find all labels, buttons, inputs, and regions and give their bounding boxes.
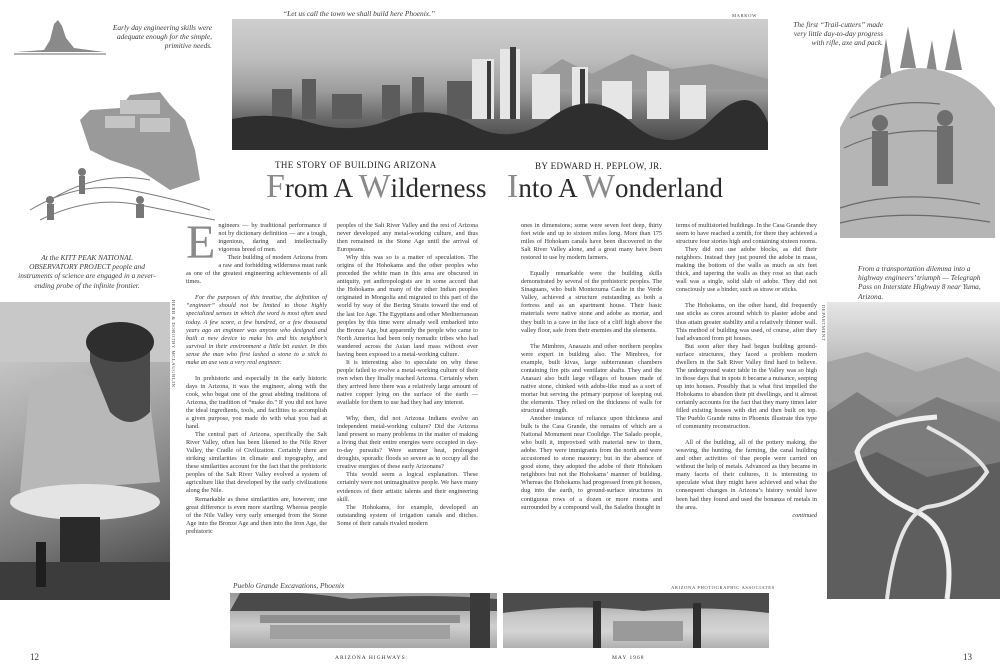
paragraph: The Hohokams, for example, developed an outstanding system of irrigation canals and ditches. Some of their canals rivaled modern	[337, 503, 478, 527]
magazine-name: ARIZONA HIGHWAYS	[335, 655, 406, 661]
caption-pueblo-grande: Pueblo Grande Excavations, Phoenix	[233, 581, 345, 590]
paragraph: Equally remarkable were the building skills demonstrated by several of the prehistoric peoples. The Sinaguans, who built Montezuma Castle in the Verde Valley, achieved a structure outstanding as both a fortress and as an apartment house. Their basic materials were native stone and adobe as mortar, and they built in a cave in the face of a cliff high above the valley floor, safe from their enemies and the elements.	[521, 270, 662, 334]
paragraph: Their building of modern Arizona from a raw and forbidding wilderness must rank as one of the greatest engineering achievements of all times.	[186, 254, 327, 286]
credit-highway-dept: DEPARTMENT	[821, 305, 826, 342]
caption-early-engineering: Early day engineering skills were adequate enough for the simple, primitive needs.	[112, 23, 212, 51]
title-left	[266, 168, 487, 206]
paragraph: The Hohokams, on the other hand, did frequently use sticks as cores around which to plaster adobe and thus attain greater stability and a relatively thinner wall. This method of building was used, of course, after they had advanced from pit houses.	[676, 302, 817, 342]
article-column-2	[337, 222, 478, 528]
article-column-3	[521, 222, 662, 512]
paragraph: In prehistoric and especially in the early historic days in Arizona, it was the engineer, along with the cook, who begat one of the great abiding traditions of Arizona, the tradition of “make do.” If you did not have the ideal ingredients, tools, and facilities to accomplish a given purpose, you made do with what you had at hand.	[186, 374, 327, 431]
paragraph: peoples of the Salt River Valley and the rest of Arizona never developed any metal-working culture, and thus then remained in the Stone Age until the arrival of Europeans.	[337, 222, 478, 254]
title-initial-w: W	[358, 168, 391, 205]
paragraph: ones in dimensions; some were seven feet deep, thirty feet wide and up to sixteen miles long. More than 175 miles of Hohokam canals have been discovered in the Salt River Valley alone, and a great many have been restored to use by modern farmers.	[521, 222, 662, 262]
paragraph: Remarkable as these similarities are, however, one great difference is even more startling. Whereas people of the Nile Valley very early emerged from the Stone Age into the Bronze Age and then into the Iron Age, the prehistoric	[186, 495, 327, 535]
paragraph: The Mimbres, Anasazis and other northern peoples were expert in building also. The Mimbres, for example, built kivas, large subterranean chambers containing fire pits and ventilator shafts. They and the Anasazi also built large villages of houses made of native stone, chinked with adobe-like mud as a sort of mortar but serving the primary purpose of keeping out the elements. They relied on the thickness of walls for structural strength.	[521, 342, 662, 414]
paragraph: For the purposes of this treatise, the definition of “engineer” should not be limited to those highly specialized senses in which the word is most often used today. A few score, a few hundred, or a few thousand years ago an engineer was anyone who designed and built a new device to make his and his neighbor’s survival in their environment a little bit easier. In this sense the man who first lashed a stone to a stick to make an axe was a very real engineer.	[186, 294, 327, 366]
paragraph: They did not use adobe blocks, as did their neighbors. Instead they just poured the adobe in mass, making the bottom of the walls as much as six feet thick, and tapering the walls as they rose so that each wall was a single, solid slab of adobe. They did not consciously use a binder, such as straw or sticks.	[676, 246, 817, 294]
title-initial-f: F	[266, 168, 285, 205]
phoenix-skyline-photo	[232, 19, 768, 150]
title-text: rom A	[284, 173, 359, 203]
article-column-1	[186, 216, 327, 536]
paragraph: terms of multistoried buildings. In the Casa Grande they seem to have reached a zenith, for there they achieved a structure four stories high and containing sixteen rooms.	[676, 222, 817, 246]
pueblo-grande-photo-right	[503, 593, 769, 648]
kitt-peak-telescope-photo	[0, 302, 170, 600]
caption-phoenix-quote: “Let us call the town we shall build here Phoenix.”	[283, 9, 436, 18]
continued-label: continued	[792, 511, 817, 519]
pueblo-grande-photo-left	[230, 593, 497, 648]
caption-trail-cutters: The first “Trail-cutters” made very little day-to-day progress with rifle, axe and pack.	[793, 20, 883, 48]
telegraph-pass-photo	[827, 302, 1000, 599]
paragraph: Another instance of reliance upon thickness and bulk is the Casa Grande, the remains of which are a National Monument near Coolidge. The Salado people, who built it, improvised with material new to them, adobe. They were immigrants from the north and were accustomed to stone masonry; but in the absence of good stone, they adopted the adobe of their Hohokam neighbors but not the Hohokams’ manner of building. Whereas the Hohokams had progressed from pit houses, dug into the earth, to ground-surface structures in contiguous rows of a dozen or more rooms and surrounded by a compound wall, the Salados thought in	[521, 415, 662, 511]
paragraph: But soon after they had begun building ground-surface structures, they faced a problem modern dwellers in the Salt River Valley find hard to believe. The underground water table in the Valley was so high in those days that in spots it became a nuisance, seeping up into houses. Possibly that is what first impelled the Hohokams to abandon their pit dwellings, and it almost certainly accounts for the fact that they many times later filled existing houses with dirt and then built on top. The Pueblo Grande ruins in Phoenix illustrate this type of community reconstruction.	[676, 342, 817, 431]
title-right	[507, 168, 723, 206]
paragraph: It is interesting also to speculate on why these people failed to evolve a metal-working culture of their own when they finally reached Arizona. Certainly when they arrived here there was a relatively large amount of native copper lying on the surface of the earth — available for them to use had they had any interest.	[337, 358, 478, 407]
caption-telegraph-pass: From a transportation dilemma into a highway engineers’ triumph — Telegraph Pass on Interstate Highway 8 near Yuma, Arizona.	[858, 264, 981, 301]
cliff-dwelling-illustration	[20, 60, 215, 225]
issue-date: MAY 1968	[612, 655, 645, 661]
trail-cutters-illustration	[830, 8, 1000, 238]
article-column-4	[676, 222, 817, 520]
paragraph: This would seem a logical explanation. These certainly were not unimaginative people. We have many evidences of their artistic talents and their engineering skill.	[337, 471, 478, 503]
credit-photo-associates: ARIZONA PHOTOGRAPHIC ASSOCIATES	[671, 585, 775, 590]
paragraph: All of the building, all of the pottery making, the weaving, the hunting, the farming, the canal building and other activities of thse people were carried on without the help of metals. Advanced as they became in many facets of their cultures, it is interesting to speculate what they might have achieved and what the consequent changes in Arizona’s history would have been had they found and used the bonanza of metals in the area.	[676, 439, 817, 511]
title-initial-w: W	[582, 168, 615, 205]
title-text: onderland	[614, 173, 723, 203]
drop-cap: E	[186, 216, 216, 269]
page-number-right: 13	[963, 652, 972, 662]
paragraph: The central part of Arizona, specifically the Salt River Valley, often has been likened to the Nile River Valley, the Cradle of Civilization. Certainly there are striking similarities in climate and topography, and these similarities account for the fact that the prehistoric peoples of the Salt River Valley evolved a system of agriculture like that developed by the early civilizations along the Nile.	[186, 431, 327, 495]
title-text: ilderness	[390, 173, 487, 203]
paragraph: Why, then, did not Arizona Indians evolve an independent metal-working culture? Did the Arizona land present so many problems in the matter of making a living that their entire energies were occupied in day-to-day pursuits? Were summer heat, prolonged droughts, sporadic floods so severe as to occupy all the creative energies of these early Arizonans?	[337, 415, 478, 471]
paragraph: ngineers — by traditional performance if not by dictionary definition — are a tough, ingenious, daring and intellectually vigorous breed of men.	[218, 222, 327, 254]
paragraph: Why this was so is a matter of speculation. The origins of the Hohokams and the other peoples who preceded the white man in this area are obscured in antiquity, yet anthropologists are in some accord that the Hohokams and many of the other Indian peoples originated in Mongolia and migrated to this part of the world by way of the Bering Straits toward the end of the last Ice Age. The Egyptians and other Mediterranean peoples by this time were already well embarked into the Bronze Age, but apparently the people who came to North America had been only nomadic tribes who had wandered across the Asian land mass without ever having been exposed to a metal-working culture.	[337, 254, 478, 358]
article-byline: BY EDWARD H. PEPLOW, JR.	[535, 161, 663, 171]
butte-illustration	[14, 18, 106, 56]
page-number-left: 12	[30, 652, 39, 662]
caption-kitt-peak: At the KITT PEAK NATIONAL OBSERVATORY PROJECT people and instruments of science are engaged in a never-ending probe of the infinite frontier.	[18, 253, 156, 290]
credit-markow: MARKOW	[732, 13, 758, 18]
article-kicker: THE STORY OF BUILDING ARIZONA	[275, 160, 437, 170]
title-initial-i: I	[507, 168, 519, 205]
credit-mclaughlin: HERB & DOROTHY MCLAUGHLIN	[171, 300, 176, 388]
title-text: nto A	[518, 173, 583, 203]
